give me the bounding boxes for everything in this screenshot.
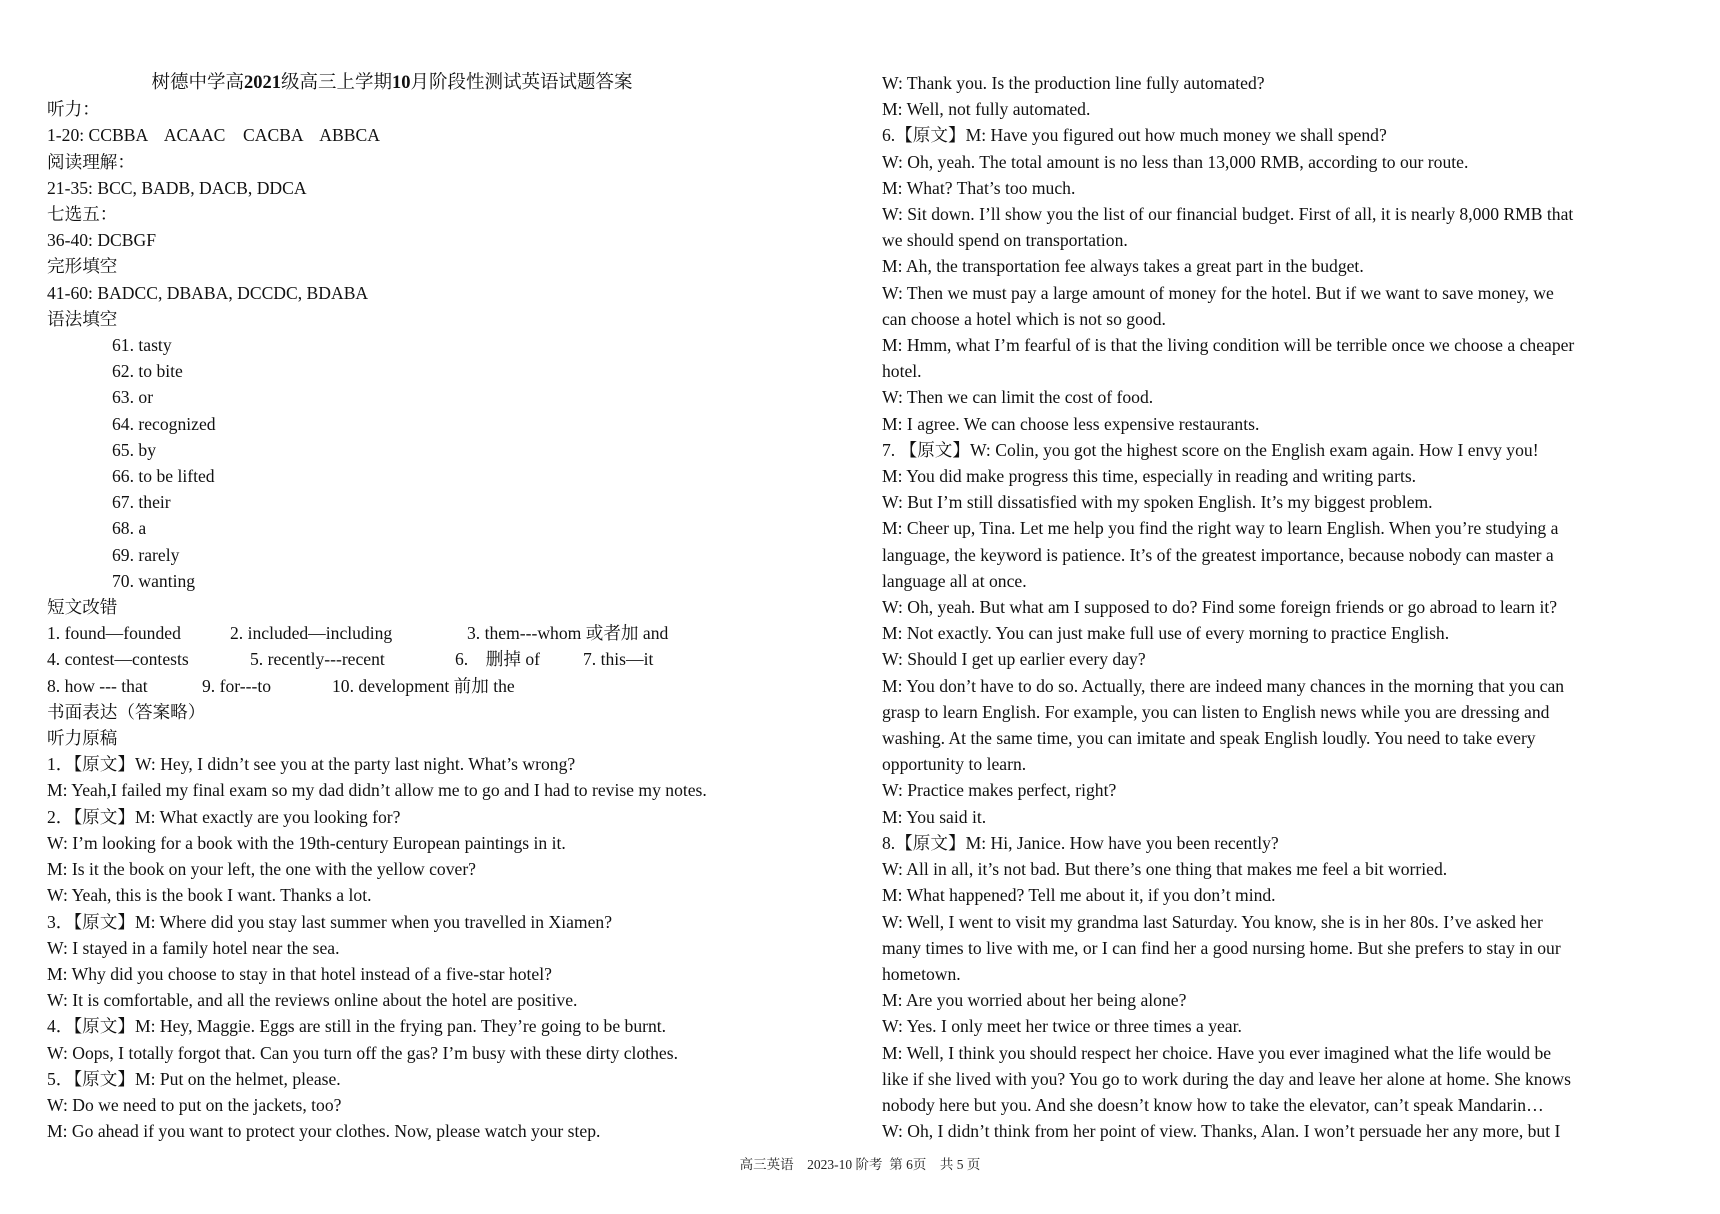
script-line: M: What happened? Tell me about it, if you don’t mind. bbox=[882, 885, 1276, 906]
grammar-item: 70. wanting bbox=[112, 570, 196, 591]
script-line: W: Yeah, this is the book I want. Thanks a lot. bbox=[47, 885, 372, 906]
script-line: M: Ah, the transportation fee always takes a great part in the budget. bbox=[882, 256, 1364, 277]
script-line: W: Then we must pay a large amount of money for the hotel. But if we want to save money, we bbox=[882, 282, 1554, 303]
script-line: 5．【原文】M: Put on the helmet, please. bbox=[47, 1068, 341, 1089]
script-line: W: Oh, yeah. But what am I supposed to do? Find some foreign friends or go abroad to learn it? bbox=[882, 597, 1558, 618]
grammar-item: 69. rarely bbox=[112, 544, 180, 565]
grammar-label: 语法填空 bbox=[47, 308, 118, 329]
grammar-item: 61. tasty bbox=[112, 335, 172, 356]
correction-item: 2. included—including bbox=[230, 623, 393, 644]
correction-row bbox=[47, 646, 867, 672]
listening-answers: 1-20: CCBBA ACAAC CACBA ABBCA bbox=[47, 125, 380, 146]
script-line: W: Yes. I only meet her twice or three times a year. bbox=[882, 1016, 1242, 1037]
correction-item: 8. how --- that bbox=[47, 675, 148, 696]
script-line: language all at once. bbox=[882, 570, 1027, 591]
script-line: M: Why did you choose to stay in that hotel instead of a five-star hotel? bbox=[47, 963, 552, 984]
script-line: W: Oh, I didn’t think from her point of view. Thanks, Alan. I won’t persuade her any more, but I bbox=[882, 1121, 1561, 1142]
script-line: 1．【原文】W: Hey, I didn’t see you at the party last night. What’s wrong? bbox=[47, 754, 576, 775]
script-line: M: Hmm, what I’m fearful of is that the living condition will be terrible once we choose a cheaper bbox=[882, 335, 1575, 356]
page-title bbox=[47, 70, 737, 96]
script-line: 8.【原文】M: Hi, Janice. How have you been recently? bbox=[882, 832, 1279, 853]
title-year: 2021 bbox=[243, 73, 281, 93]
script-line: can choose a hotel which is not so good. bbox=[882, 308, 1166, 329]
title-mid: 级高三上学期 bbox=[280, 73, 392, 93]
script-line: W: Well, I went to visit my grandma last Saturday. You know, she is in her 80s. I’ve asked her bbox=[882, 911, 1543, 932]
script-line: M: Well, I think you should respect her choice. Have you ever imagined what the life would be bbox=[882, 1042, 1552, 1063]
script-line: W: I’m looking for a book with the 19th-century European paintings in it. bbox=[47, 832, 566, 853]
script-line: W: Thank you. Is the production line fully automated? bbox=[882, 73, 1265, 93]
script-line: W: Oh, yeah. The total amount is no less than 13,000 RMB, according to our route. bbox=[882, 151, 1469, 172]
script-line: M: You did make progress this time, especially in reading and writing parts. bbox=[882, 466, 1417, 487]
script-line: M: Yeah,I failed my final exam so my dad didn’t allow me to go and I had to revise my notes. bbox=[47, 780, 707, 801]
script-line: M: Is it the book on your left, the one with the yellow cover? bbox=[47, 859, 476, 880]
script-line: W: It is comfortable, and all the reviews online about the hotel are positive. bbox=[47, 990, 578, 1011]
script-line: 6.【原文】M: Have you figured out how much money we shall spend? bbox=[882, 125, 1387, 146]
listening-label: 听力： bbox=[47, 99, 100, 120]
correction-item: 1. found—founded bbox=[47, 623, 181, 644]
script-line: M: You don’t have to do so. Actually, there are indeed many chances in the morning that you can bbox=[882, 675, 1565, 696]
grammar-item: 64. recognized bbox=[112, 413, 216, 434]
script-line: M: I agree. We can choose less expensive restaurants. bbox=[882, 413, 1260, 434]
script-line: hotel. bbox=[882, 361, 922, 382]
correction-item: 10. development 前加 the bbox=[332, 675, 515, 696]
writing-label: 书面表达（答案略） bbox=[47, 701, 206, 722]
script-line: like if she lived with you? You go to work during the day and leave her alone at home. She knows bbox=[882, 1068, 1571, 1089]
script-line: W: Sit down. I’ll show you the list of our financial budget. First of all, it is nearly 8,000 RMB that bbox=[882, 204, 1574, 225]
script-line: W: Do we need to put on the jackets, too? bbox=[47, 1094, 342, 1115]
script-line: grasp to learn English. For example, you can listen to English news while you are dressing and bbox=[882, 701, 1550, 722]
script-line: many times to live with me, or I can find her a good nursing home. But she prefers to stay in our bbox=[882, 937, 1561, 958]
correction-row bbox=[47, 620, 867, 646]
left-column bbox=[47, 70, 867, 1144]
script-line: W: Should I get up earlier every day? bbox=[882, 649, 1146, 670]
script-line: language, the keyword is patience. It’s of the greatest importance, because nobody can master a bbox=[882, 544, 1554, 565]
script-line: 7. 【原文】W: Colin, you got the highest score on the English exam again. How I envy you! bbox=[882, 439, 1539, 460]
script-line: M: Not exactly. You can just make full use of every morning to practice English. bbox=[882, 623, 1450, 644]
script-line: W: But I’m still dissatisfied with my spoken English. It’s my biggest problem. bbox=[882, 492, 1433, 513]
reading-label: 阅读理解： bbox=[47, 151, 135, 172]
script-line: nobody here but you. And she doesn’t know how to take the elevator, can’t speak Mandarin… bbox=[882, 1094, 1544, 1115]
title-prefix: 树德中学高 bbox=[151, 73, 244, 93]
title-month: 10 bbox=[392, 73, 411, 93]
grammar-item: 62. to bite bbox=[112, 361, 183, 382]
script-line: M: What? That’s too much. bbox=[882, 177, 1076, 198]
correction-item: 4. contest—contests bbox=[47, 649, 189, 670]
script-line: M: Go ahead if you want to protect your clothes. Now, please watch your step. bbox=[47, 1121, 601, 1142]
correction-label: 短文改错 bbox=[47, 597, 118, 618]
script-line: W: Oops, I totally forgot that. Can you turn off the gas? I’m busy with these dirty clothes. bbox=[47, 1042, 678, 1063]
script-line: 2．【原文】M: What exactly are you looking for? bbox=[47, 806, 401, 827]
title-suffix: 月阶段性测试英语试题答案 bbox=[410, 73, 633, 93]
script-line: M: Well, not fully automated. bbox=[882, 99, 1091, 120]
script-line: washing. At the same time, you can imitate and speak English loudly. You need to take every bbox=[882, 728, 1536, 749]
correction-row bbox=[47, 673, 867, 699]
right-column bbox=[882, 70, 1677, 1144]
correction-item: 9. for---to bbox=[202, 675, 272, 696]
script-line: W: All in all, it’s not bad. But there’s one thing that makes me feel a bit worried. bbox=[882, 859, 1448, 880]
grammar-item: 65. by bbox=[112, 439, 156, 460]
script-line: opportunity to learn. bbox=[882, 754, 1027, 775]
seven-choose-five-answers: 36-40: DCBGF bbox=[47, 230, 156, 251]
script-line: M: Are you worried about her being alone? bbox=[882, 990, 1187, 1011]
script-line: W: I stayed in a family hotel near the sea. bbox=[47, 937, 340, 958]
page-footer: 高三英语 2023-10 阶考 第 6页 共 5 页 bbox=[739, 1157, 981, 1172]
script-line: M: Cheer up, Tina. Let me help you find the right way to learn English. When you’re studying a bbox=[882, 518, 1559, 539]
correction-item: 5. recently---recent bbox=[250, 649, 385, 670]
script-line: 4．【原文】M: Hey, Maggie. Eggs are still in the frying pan. They’re going to be burnt. bbox=[47, 1016, 667, 1037]
correction-item: 6. 删掉 of bbox=[455, 649, 541, 670]
cloze-answers: 41-60: BADCC, DBABA, DCCDC, BDABA bbox=[47, 282, 369, 303]
correction-item: 7. this—it bbox=[583, 649, 654, 670]
script-line: W: Then we can limit the cost of food. bbox=[882, 387, 1154, 408]
grammar-item: 68. a bbox=[112, 518, 147, 539]
script-label: 听力原稿 bbox=[47, 728, 118, 749]
grammar-item: 66. to be lifted bbox=[112, 466, 215, 487]
script-line: M: You said it. bbox=[882, 806, 987, 827]
cloze-label: 完形填空 bbox=[47, 256, 118, 277]
script-line: hometown. bbox=[882, 963, 961, 984]
script-line: 3．【原文】M: Where did you stay last summer when you travelled in Xiamen? bbox=[47, 911, 612, 932]
script-line: we should spend on transportation. bbox=[882, 230, 1128, 251]
grammar-item: 63. or bbox=[112, 387, 154, 408]
correction-item: 3. them---whom 或者加 and bbox=[467, 623, 669, 644]
grammar-item: 67. their bbox=[112, 492, 171, 513]
seven-choose-five-label: 七选五： bbox=[47, 204, 118, 225]
reading-answers: 21-35: BCC, BADB, DACB, DDCA bbox=[47, 177, 307, 198]
script-line: W: Practice makes perfect, right? bbox=[882, 780, 1117, 801]
